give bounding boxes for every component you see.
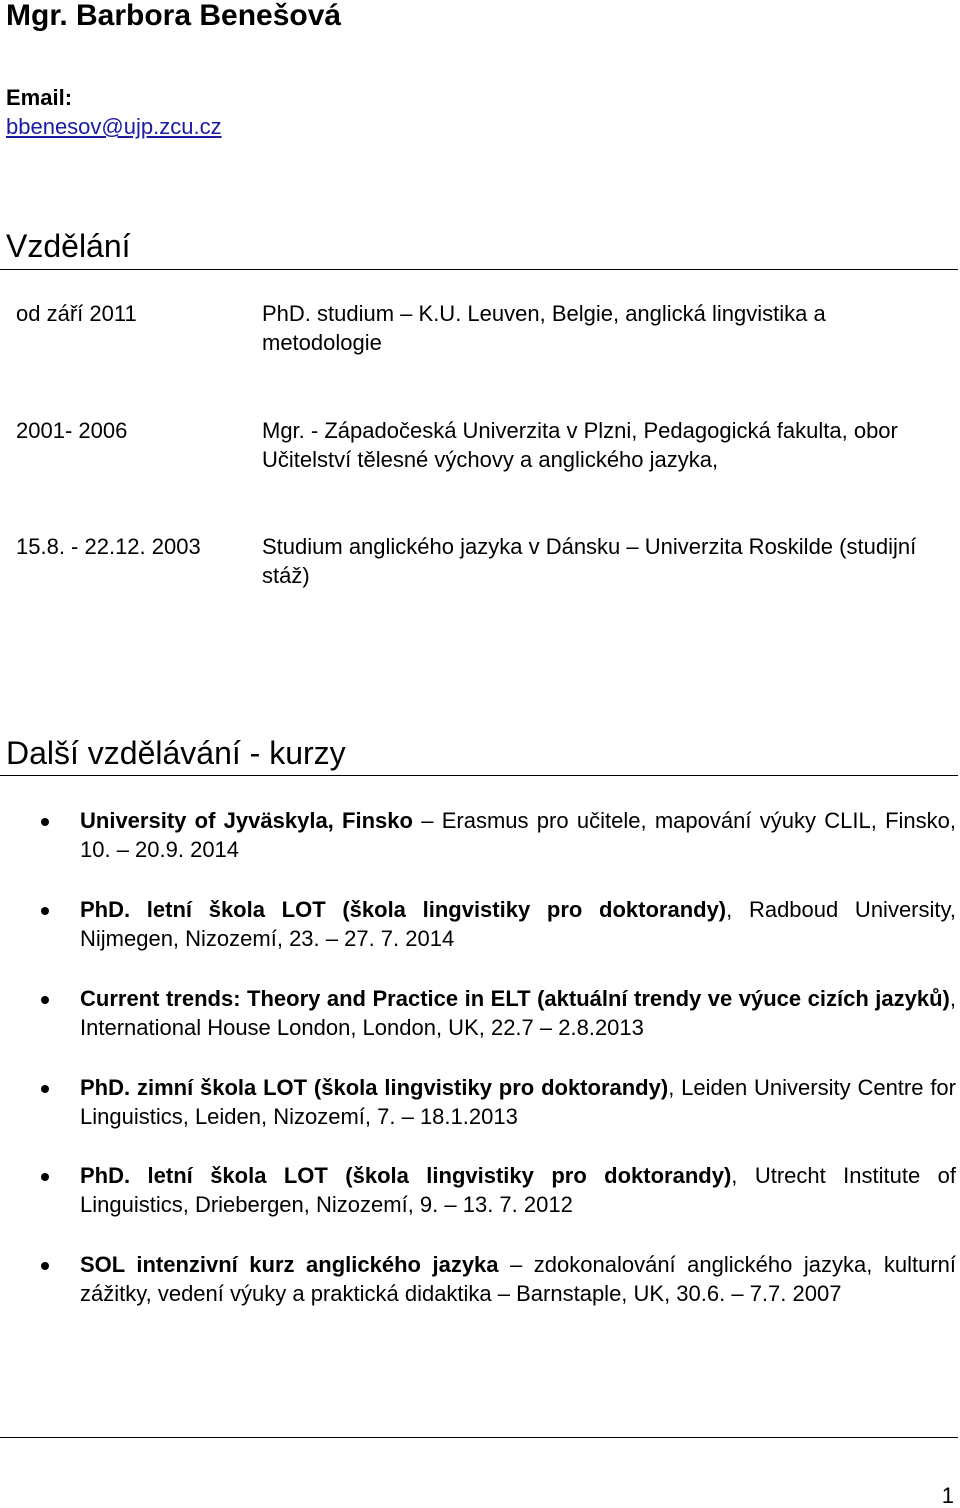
page-number: 1 (941, 1483, 954, 1508)
email-link[interactable]: bbenesov@ujp.zcu.cz (6, 114, 222, 139)
course-text (80, 984, 956, 1042)
course-title: PhD. letní škola LOT (škola lingvistiky pro doktorandy) (80, 897, 727, 922)
footer-divider (0, 1437, 958, 1438)
education-date: 2001- 2006 (16, 418, 128, 443)
education-description: PhD. studium – K.U. Leuven, Belgie, anglická lingvistika a metodologie (262, 301, 826, 355)
course-title: SOL intenzivní kurz anglického jazyka (80, 1252, 499, 1277)
course-details: , Leiden University Centre for Linguistics, Leiden, Nizozemí, 7. – 18.1.2013 (80, 1075, 956, 1129)
education-date: 15.8. - 22.12. 2003 (16, 534, 201, 559)
course-text (80, 1250, 956, 1308)
courses-divider (0, 775, 958, 776)
course-details: , Radboud University, Nijmegen, Nizozemí, 23. – 27. 7. 2014 (80, 897, 956, 951)
courses-heading: Další vzdělávání - kurzy (6, 735, 346, 771)
education-description: Studium anglického jazyka v Dánsku – Univerzita Roskilde (studijní stáž) (262, 534, 917, 588)
course-details: – Erasmus pro učitele, mapování výuky CLIL, Finsko, 10. – 20.9. 2014 (80, 808, 956, 862)
course-details: , International House London, London, UK, 22.7 – 2.8.2013 (80, 986, 956, 1040)
bullet-icon (41, 907, 49, 915)
education-divider (0, 269, 958, 270)
bullet-icon (41, 1262, 49, 1270)
course-details: – zdokonalování anglického jazyka, kulturní zážitky, vedení výuky a praktická didaktika – Barnstaple, UK, 30.6. – 7.7. 2007 (80, 1252, 957, 1306)
person-name: Mgr. Barbora Benešová (6, 0, 342, 32)
bullet-icon (41, 1173, 49, 1181)
course-details: , Utrecht Institute of Linguistics, Driebergen, Nizozemí, 9. – 13. 7. 2012 (80, 1163, 956, 1217)
course-title: University of Jyväskyla, Finsko (80, 808, 413, 833)
email-label: Email: (6, 85, 73, 110)
course-text (80, 895, 956, 953)
course-title: PhD. zimní škola LOT (škola lingvistiky pro doktorandy) (80, 1075, 669, 1100)
bullet-icon (41, 818, 49, 826)
bullet-icon (41, 996, 49, 1004)
course-text (80, 806, 956, 864)
education-heading: Vzdělání (6, 228, 131, 264)
course-title: PhD. letní škola LOT (škola lingvistiky pro doktorandy) (80, 1163, 732, 1188)
education-description: Mgr. - Západočeská Univerzita v Plzni, Pedagogická fakulta, obor Učitelství tělesné výchovy a anglického jazyka, (262, 418, 898, 472)
course-text (80, 1161, 956, 1219)
course-title: Current trends: Theory and Practice in ELT (aktuální trendy ve výuce cizích jazyků) (80, 986, 950, 1011)
course-text (80, 1073, 956, 1131)
education-date: od září 2011 (16, 301, 137, 326)
bullet-icon (41, 1085, 49, 1093)
